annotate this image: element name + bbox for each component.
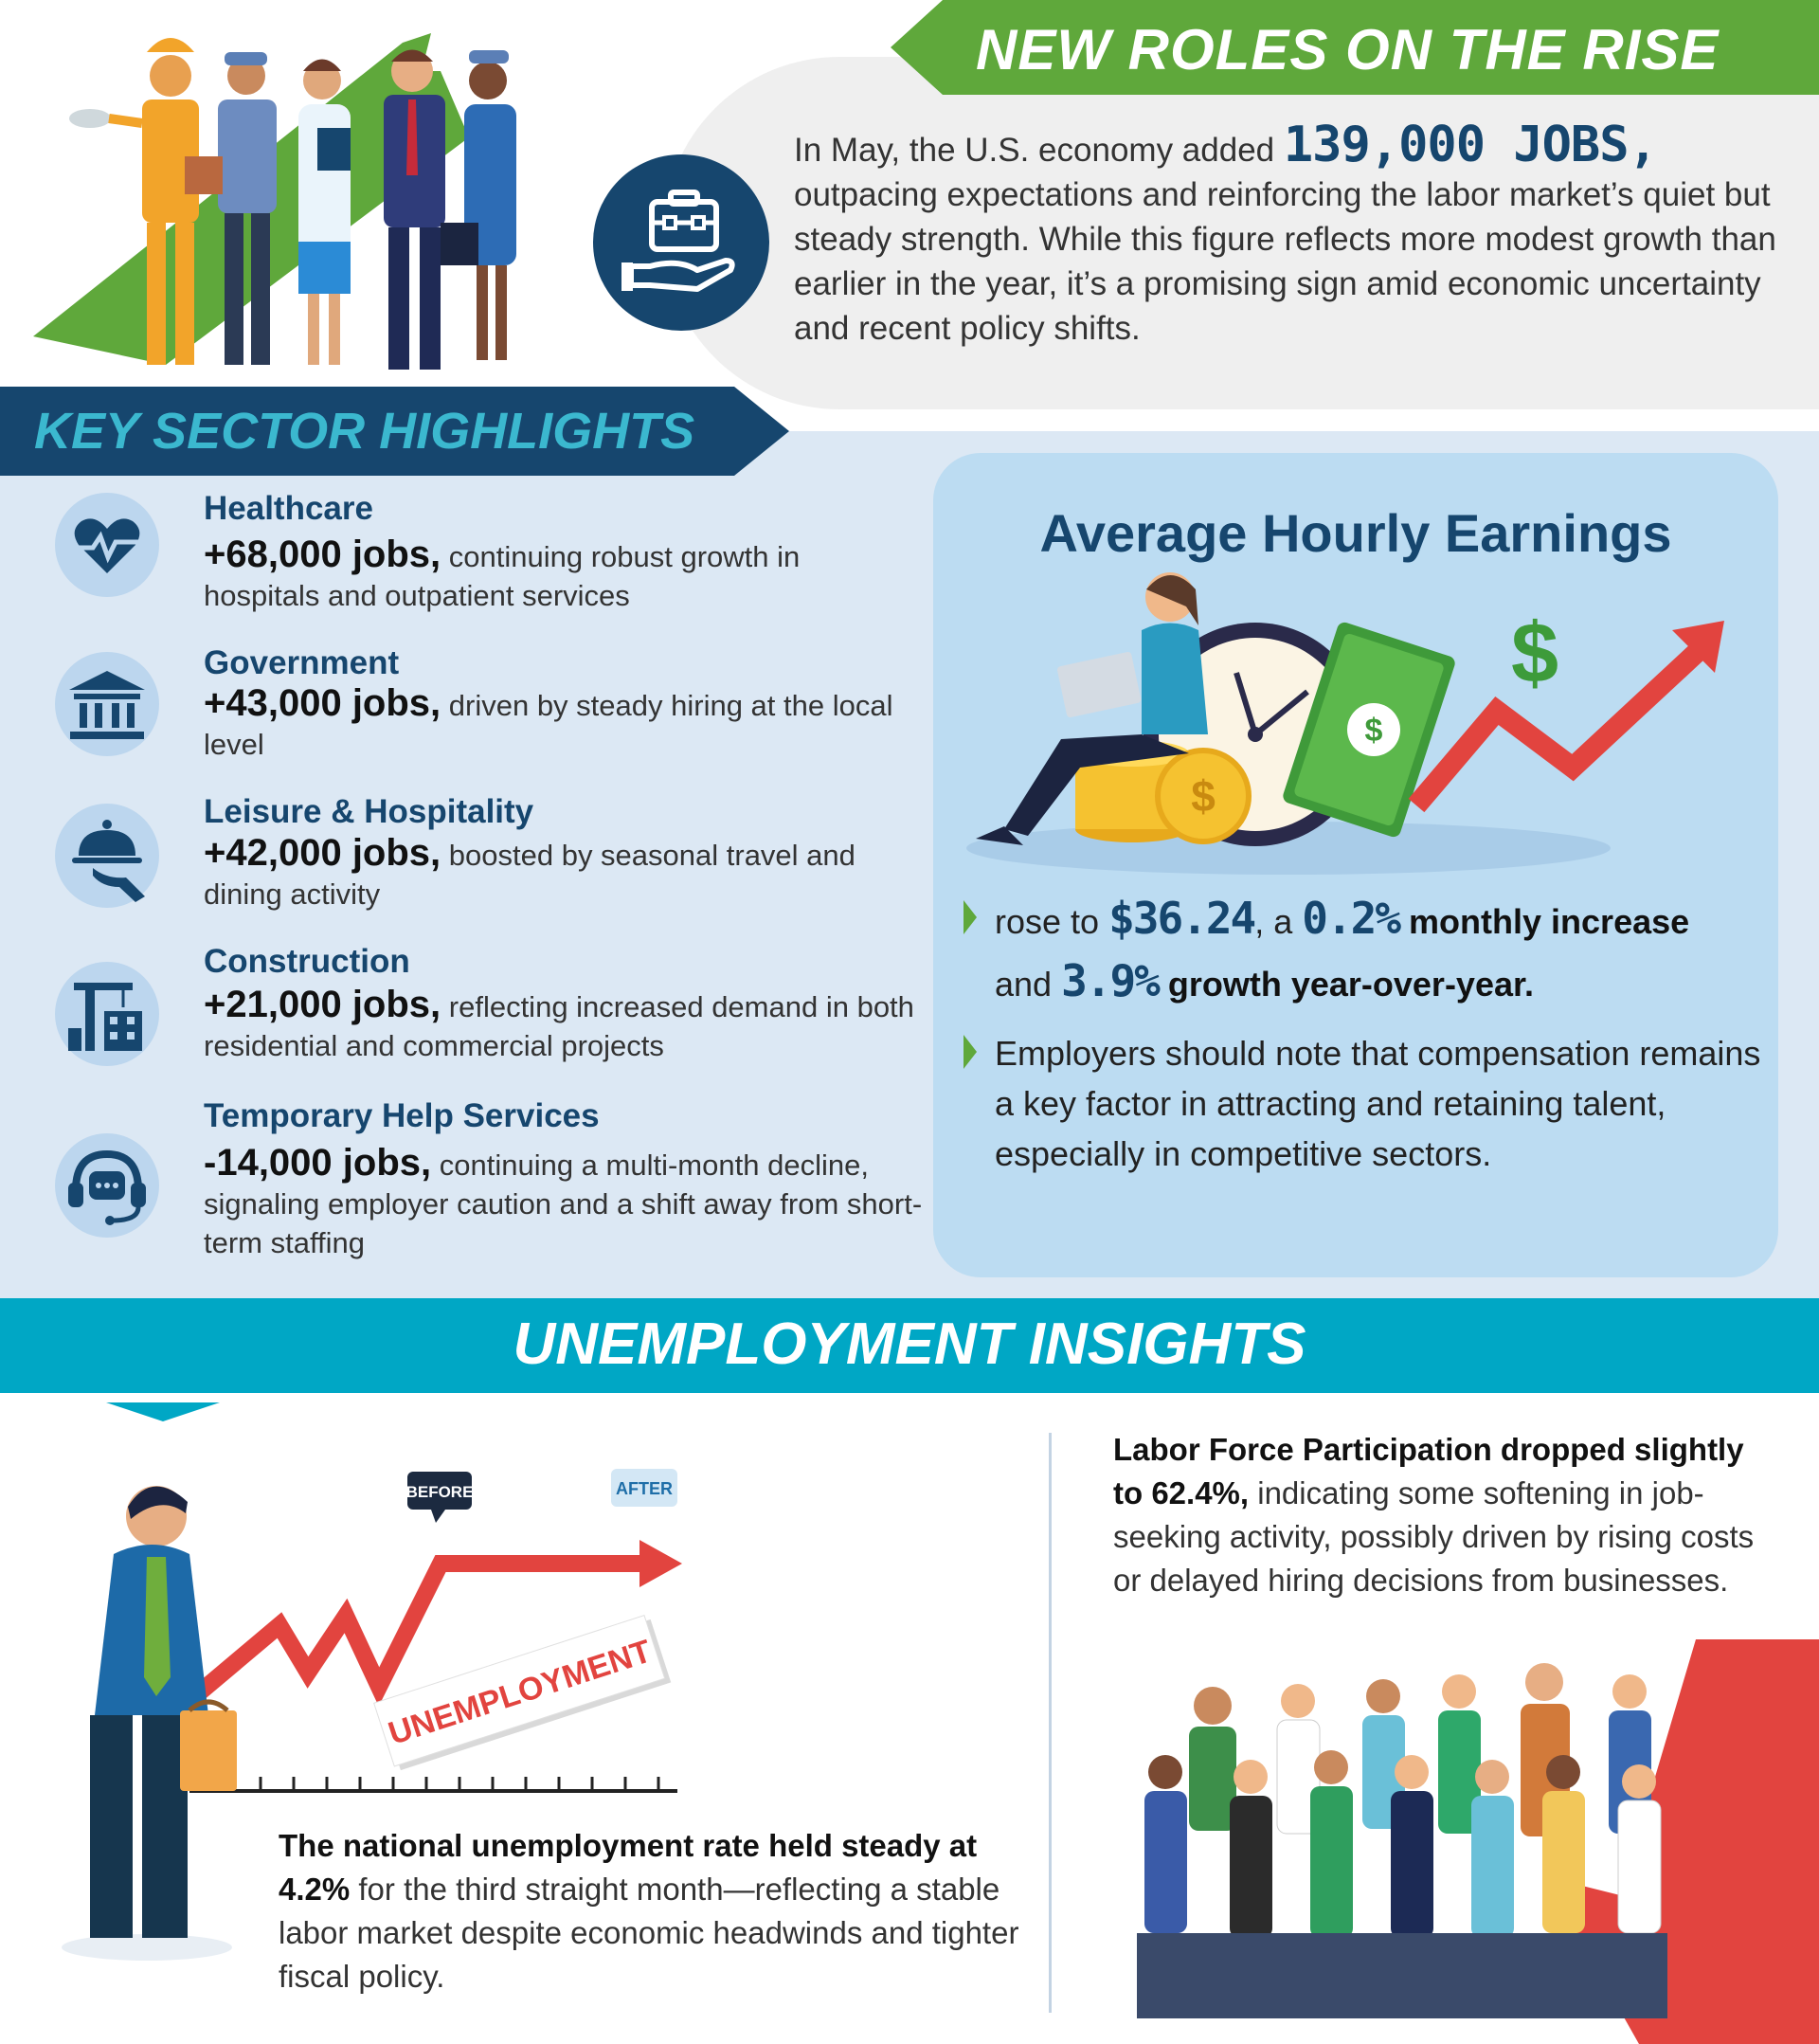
hospitality-description xyxy=(204,834,924,913)
employer-note-text: Employers should note that compensation remains a key factor in attracting and retaining talent, especially in competitive sectors. xyxy=(995,1034,1761,1173)
workers-illustration xyxy=(24,24,592,384)
unemployment-label-plate xyxy=(374,1614,672,1772)
hospitality-icon-badge xyxy=(55,804,159,908)
chart-tick-marks xyxy=(227,1777,658,1791)
serving-cloche-icon xyxy=(55,804,159,908)
unemployment-banner-title: UNEMPLOYMENT INSIGHTS xyxy=(513,1311,1306,1377)
healthcare-jobs: +68,000 jobs, xyxy=(204,534,441,575)
construction-detail: reflecting increased demand in both residential and commercial projects xyxy=(204,990,914,1062)
svg-text:$: $ xyxy=(1364,713,1383,749)
earnings-text-b: , a xyxy=(1254,902,1303,941)
government-detail: driven by steady hiring at the local level xyxy=(204,689,893,761)
earnings-title: Average Hourly Earnings xyxy=(1039,503,1672,563)
government-building-icon xyxy=(55,652,159,756)
banner-pointer-notch xyxy=(106,1402,220,1421)
construction-icon-badge xyxy=(55,962,159,1066)
unemployment-plate-text: UNEMPLOYMENT xyxy=(384,1633,657,1752)
hero-text-body: outpacing expectations and reinforcing the labor market’s quiet but steady strength. While this figure reflects more modest growth than earlier in the year, it’s a promising sign amid economic uncertainty and recent policy shifts. xyxy=(794,176,1776,347)
trend-arrow-head xyxy=(639,1540,682,1587)
earnings-growth-text xyxy=(995,889,1753,1014)
temp-help-detail: continuing a multi-month decline, signaling employer caution and a shift away from short-term staffing xyxy=(204,1149,923,1259)
healthcare-description xyxy=(204,535,924,615)
section-divider xyxy=(1049,1433,1052,2013)
healthcare-title: Healthcare xyxy=(204,490,373,527)
labor-participation-headline: Labor Force Participation dropped slightly to 62.4%, xyxy=(1113,1432,1744,1510)
unemployment-rate-detail: for the third straight month—reflecting a stable labor market despite economic headwinds and tighter fiscal policy. xyxy=(279,1872,1019,1994)
headset-chat-icon xyxy=(55,1133,159,1238)
hospitality-jobs: +42,000 jobs, xyxy=(204,832,441,874)
heartbeat-icon xyxy=(55,493,159,597)
temp-help-jobs: -14,000 jobs, xyxy=(204,1142,432,1184)
hero-paragraph xyxy=(794,117,1789,351)
monthly-increase-value: 0.2% xyxy=(1302,893,1400,944)
government-jobs: +43,000 jobs, xyxy=(204,682,441,724)
government-description xyxy=(204,684,924,764)
labor-participation-detail: indicating some softening in job-seeking activity, possibly driven by rising costs or delayed hiring decisions from businesses. xyxy=(1113,1475,1755,1598)
flight-attendant-figure xyxy=(441,50,516,360)
earnings-text-a: rose to xyxy=(995,902,1109,941)
hourly-earnings-value: $36.24 xyxy=(1108,893,1255,944)
businessman-figure xyxy=(384,50,445,371)
workforce-crowd-illustration xyxy=(1108,1639,1819,2044)
healthcare-detail: continuing robust growth in hospitals and outpatient services xyxy=(204,540,801,612)
yearly-growth-value: 3.9% xyxy=(1061,955,1159,1006)
after-tag-label: AFTER xyxy=(616,1479,673,1498)
temp-help-description xyxy=(204,1144,924,1262)
temp-help-icon-badge xyxy=(55,1133,159,1238)
growth-arrow-icon xyxy=(1416,606,1724,805)
dollar-sign-icon: $ xyxy=(1510,606,1559,701)
construction-title: Construction xyxy=(204,943,410,980)
construction-crane-icon xyxy=(55,962,159,1066)
hospitality-title: Leisure & Hospitality xyxy=(204,793,534,830)
sector-banner-title: KEY SECTOR HIGHLIGHTS xyxy=(34,403,695,460)
earnings-text-d: and xyxy=(995,965,1062,1004)
construction-jobs: +21,000 jobs, xyxy=(204,984,441,1025)
labor-participation-text xyxy=(1113,1428,1776,1602)
earnings-illustration xyxy=(966,569,1743,881)
hospitality-detail: boosted by seasonal travel and dining activity xyxy=(204,839,855,911)
government-icon-badge xyxy=(55,652,159,756)
briefcase-hand-badge xyxy=(593,154,769,331)
unemployment-rate-text xyxy=(279,1824,1036,1999)
earnings-text-e: growth year-over-year. xyxy=(1158,965,1535,1004)
svg-text:$: $ xyxy=(1191,771,1216,821)
healthcare-icon-badge xyxy=(55,493,159,597)
government-title: Government xyxy=(204,644,400,681)
unemployment-rate-headline: The national unemployment rate held steady at 4.2% xyxy=(279,1828,978,1907)
worried-man-figure xyxy=(62,1486,237,1961)
hero-banner-title: NEW ROLES ON THE RISE xyxy=(976,18,1720,81)
workers-crowd xyxy=(1137,1663,1667,2018)
before-tag-label: BEFORE xyxy=(405,1483,474,1501)
hero-text-intro: In May, the U.S. economy added xyxy=(794,132,1284,169)
temp-help-title: Temporary Help Services xyxy=(204,1097,600,1134)
construction-description xyxy=(204,986,924,1065)
briefcase-hand-icon xyxy=(593,154,769,331)
jobs-added-figure: 139,000 JOBS, xyxy=(1283,117,1657,173)
earnings-text-c: monthly increase xyxy=(1399,902,1690,941)
